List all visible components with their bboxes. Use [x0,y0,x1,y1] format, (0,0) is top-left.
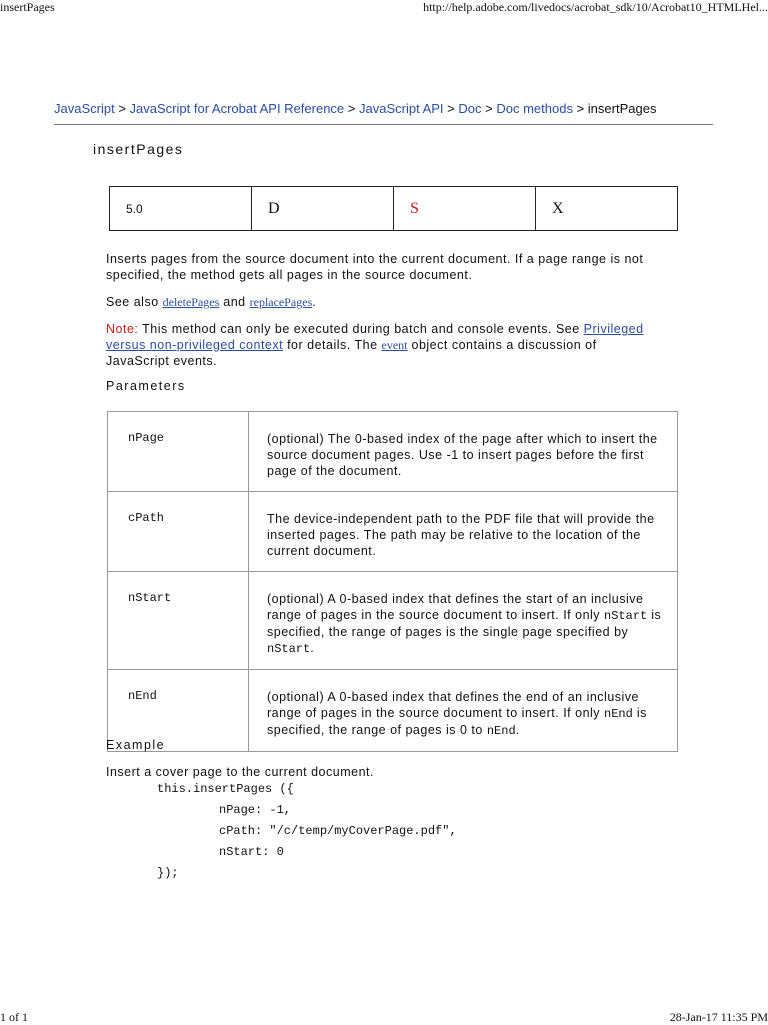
param-desc [249,670,678,752]
note-text-1: This method can only be executed during batch and console events. See [142,322,580,336]
breadcrumb-separator: > [576,101,585,116]
see-also-prefix: See also [106,295,159,309]
param-desc-text: (optional) A 0-based index that defines the end of an inclusive range of pages in the source document to insert. If only [267,690,640,720]
note-text-3: object contains a discussion of JavaScript events. [106,338,597,368]
code-line: }); [157,866,179,880]
see-also-suffix: . [312,295,317,309]
code-line: this.insertPages ({ [157,782,294,796]
breadcrumb-current: insertPages [587,101,657,116]
breadcrumb [54,101,656,116]
availability-col3: S [394,187,536,231]
param-desc-text: (optional) A 0-based index that defines the start of an inclusive range of pages in the source document to insert. If only [267,592,644,622]
param-desc-text: is specified, the range of pages is 0 to [267,706,647,737]
param-name: nPage [108,412,249,492]
breadcrumb-api-reference[interactable]: JavaScript for Acrobat API Reference [129,101,345,116]
event-object-link[interactable]: event [381,338,408,352]
page-header-title: insertPages [0,0,55,14]
parameters-heading: Parameters [106,379,186,393]
table-row [108,670,678,752]
table-row [108,412,678,492]
see-also-and: and [223,295,246,309]
availability-version: 5.0 [110,187,252,231]
param-name: cPath [108,492,249,572]
page-count: 1 of 1 [0,1010,28,1024]
replace-pages-link[interactable]: replacePages [249,295,313,309]
param-code: nEnd [604,707,633,721]
breadcrumb-doc-methods[interactable]: Doc methods [496,101,573,116]
code-line: nStart: 0 [219,845,284,859]
param-desc-text: . [515,723,520,737]
table-row [108,572,678,670]
breadcrumb-javascript[interactable]: JavaScript [54,101,115,116]
print-timestamp: 28-Jan-17 11:35 PM [669,1010,768,1024]
example-heading: Example [106,738,166,752]
breadcrumb-javascript-api[interactable]: JavaScript API [359,101,444,116]
page-header-url: http://help.adobe.com/livedocs/acrobat_sdk/10/Acrobat10_HTMLHel... [423,0,768,14]
breadcrumb-separator: > [447,101,455,116]
param-desc-text: is specified, the range of pages is the single page specified by [267,608,662,639]
param-code: nStart [604,609,648,623]
param-desc [249,572,678,670]
availability-table [109,186,678,231]
availability-col4: X [536,187,678,231]
note-text-2: for details. The [287,338,378,352]
table-row [108,492,678,572]
breadcrumb-separator: > [118,101,126,116]
param-code: nEnd [486,724,516,738]
privileged-context-link[interactable]: Privileged versus non-privileged context [106,322,644,352]
page-title: insertPages [93,141,184,157]
breadcrumb-separator: > [485,101,493,116]
param-name: nEnd [108,670,249,752]
example-intro: Insert a cover page to the current document. [106,765,374,779]
param-code: nStart [267,642,311,656]
breadcrumb-separator: > [347,101,356,116]
header-divider [54,124,713,125]
parameters-table [107,411,678,752]
code-line: nPage: -1, [219,803,292,817]
param-desc-text: . [310,641,315,655]
method-description: Inserts pages from the source document into the current document. If a page range is not specified, the method gets all pages in the source document. [106,252,644,282]
param-desc: The device-independent path to the PDF file that will provide the inserted pages. The path may be relative to the location of the current document. [249,492,678,572]
note-label: Note: [106,322,139,336]
availability-col2: D [252,187,394,231]
breadcrumb-doc[interactable]: Doc [458,101,482,116]
param-name: nStart [108,572,249,670]
code-line: cPath: "/c/temp/myCoverPage.pdf", [219,824,457,838]
note-paragraph [106,321,646,369]
see-also [106,294,316,310]
param-desc: (optional) The 0-based index of the page after which to insert the source document pages. Use -1 to insert pages before the first page of the document. [249,412,678,492]
delete-pages-link[interactable]: deletePages [162,295,220,309]
